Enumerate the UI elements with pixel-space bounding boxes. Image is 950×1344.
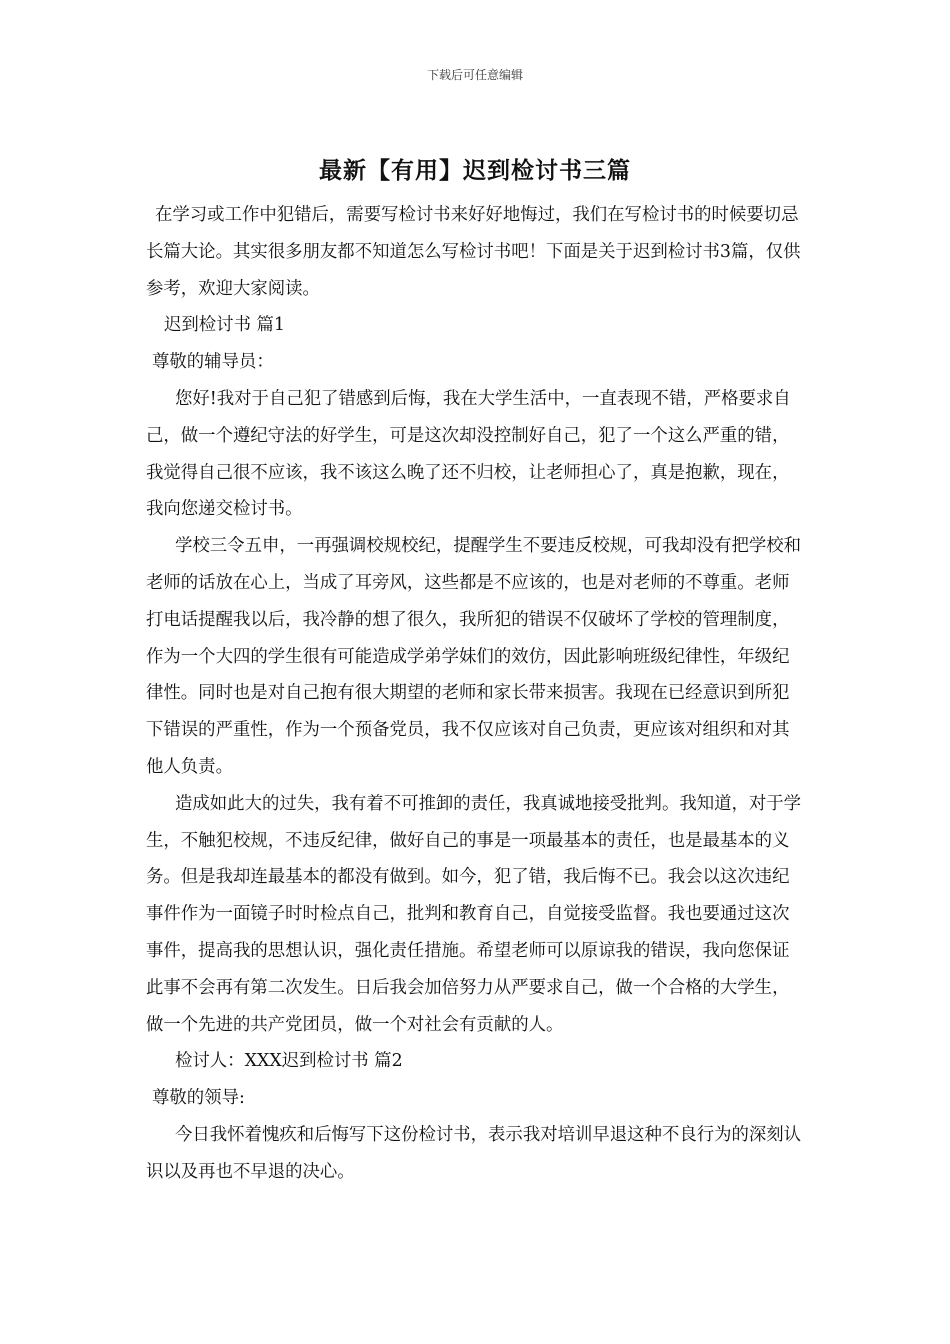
section-1-heading: 迟到检讨书 篇1 — [164, 315, 285, 336]
signature-and-section-2-heading: 检讨人：XXX迟到检讨书 篇2 — [175, 1051, 403, 1072]
section-1-salutation: 尊敬的辅导员： — [152, 352, 274, 373]
body-paragraph: 造成如此大的过失，我有着不可推卸的责任，我真诚地接受批判。我知道，对于学生，不触犯校规，不违反纪律，做好自己的事是一项最基本的责任，也是最基本的义务。但是我却连最基本的都没有做到。如今，犯了错，我后悔不已。我会以这次违纪事件作为一面镜子时时检点自己，批判和教育自己，自觉接受监督。我也要通过这次事件，提高我的思想认识，强化责任措施。希望老师可以原谅我的错误，我向您保证此事不会再有第二次发生。日后我会加倍努力从严要求自己，做一个合格的大学生，做一个先进的共产党团员，做一个对社会有贡献的人。 — [146, 793, 802, 1035]
body-paragraph: 今日我怀着愧疚和后悔写下这份检讨书，表示我对培训早退这种不良行为的深刻认识以及再也不早退的决心。 — [146, 1124, 802, 1182]
body-paragraph: 您好!我对于自己犯了错感到后悔，我在大学生活中，一直表现不错，严格要求自己，做一个遵纪守法的好学生，可是这次却没控制好自己，犯了一个这么严重的错，我觉得自己很不应该，我不该这么晚了还不归校，让老师担心了，真是抱歉，现在，我向您递交检讨书。 — [146, 388, 791, 520]
body-paragraph: 学校三令五申，一再强调校规校纪，提醒学生不要违反校规，可我却没有把学校和老师的话放在心上，当成了耳旁风，这些都是不应该的，也是对老师的不尊重。老师打电话提醒我以后，我冷静的想了很久，我所犯的错误不仅破坏了学校的管理制度，作为一个大四的学生很有可能造成学弟学妹们的效仿，因此影响班级纪律性，年级纪律性。同时也是对自己抱有很大期望的老师和家长带来损害。我现在已经意识到所犯下错误的严重性，作为一个预备党员，我不仅应该对自己负责，更应该对组织和对其他人负责。 — [146, 536, 802, 777]
section-2-salutation: 尊敬的领导: — [152, 1088, 245, 1109]
document-title: 最新【有用】迟到检讨书三篇 — [319, 158, 631, 184]
page-header-note: 下载后可任意编辑 — [426, 68, 523, 82]
intro-paragraph: 在学习或工作中犯错后，需要写检讨书来好好地悔过，我们在写检讨书的时候要切忌长篇大论。其实很多朋友都不知道怎么写检讨书吧！下面是关于迟到检讨书3篇，仅供参考，欢迎大家阅读。 — [146, 205, 801, 299]
document-body — [146, 197, 806, 1191]
